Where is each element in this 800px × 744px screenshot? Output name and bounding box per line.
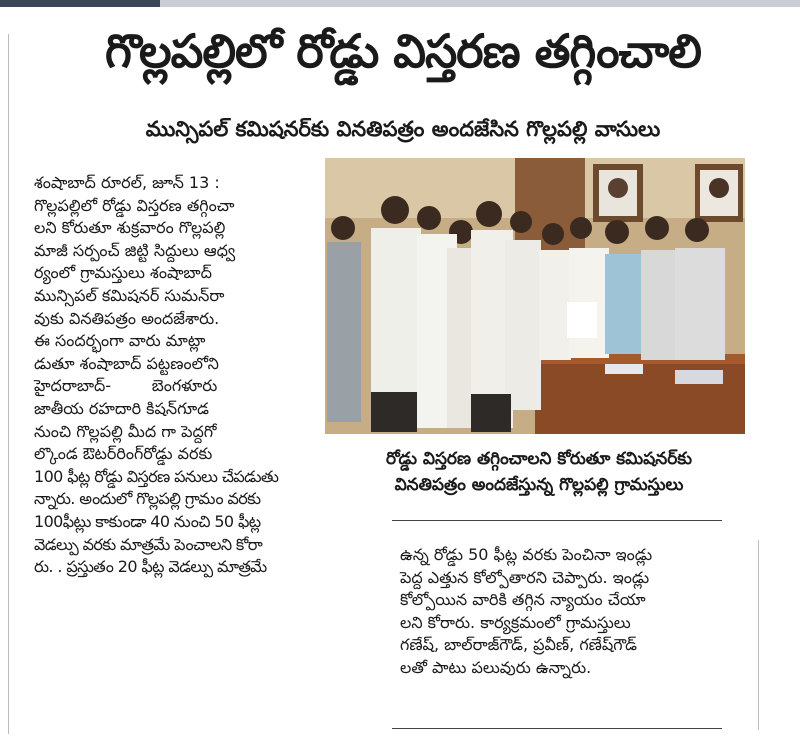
- body-line: రు. . ప్రస్తుతం 20 ఫీట్ల వెడల్పు మాత్రమే: [34, 557, 267, 577]
- body-line: 100 ఫీట్ల రోడ్డు విస్తరణ పనులు చేపడుతు: [34, 466, 279, 486]
- photo-caption: [330, 446, 748, 498]
- body-line: వెడల్పు వరకు మాత్రమే పెంచాలని కోరా: [34, 534, 263, 554]
- body-line: లని కోరారు. కార్యక్రమంలో గ్రామస్తులు: [400, 612, 631, 632]
- body-line: ఉన్న రోడ్డు 50 ఫీట్ల వరకు పెంచినా ఇండ్లు: [400, 545, 653, 564]
- body-line: గొల్లపల్లిలో రోడ్డు విస్తరణ తగ్గించా: [34, 195, 235, 215]
- body-column-right: [400, 544, 750, 680]
- body-line: లని కోరుతూ శుక్రవారం గొల్లపల్లి: [34, 218, 226, 238]
- top-bar-accent: [0, 0, 160, 7]
- body-line: మాజీ సర్పంచ్ జిట్టి సిద్దులు ఆధ్వ: [34, 240, 236, 260]
- body-line: నుంచి గొల్లపల్లి మీద గా పెద్దగో: [34, 421, 217, 441]
- body-line: పెద్ద ఎత్తున కోల్పోతారని చెప్పారు. ఇండ్లు: [400, 567, 650, 587]
- body-line: న్నారు. అందులో గొల్లపల్లి గ్రామం వరకు: [34, 489, 261, 509]
- subheadline: మున్సిపల్ కమిషనర్‌కు వినతిపత్రం అందజేసిన గొల్లపల్లి వాసులు: [145, 117, 661, 141]
- body-line: 100ఫీట్లు కాకుండా 40 నుంచి 50 ఫీట్ల: [34, 511, 261, 531]
- column-divider-right: [758, 540, 759, 730]
- body-line: ర్యంలో గ్రామస్తులు శంషాబాద్: [34, 263, 212, 283]
- top-bar: [160, 0, 800, 7]
- caption-divider: [392, 520, 722, 521]
- body-line: ఈ సందర్భంగా వారు మాట్లా: [34, 331, 206, 351]
- body-line: లతో పాటు పలువురు ఉన్నారు.: [400, 657, 592, 677]
- body-line: ల్కొండ ఔటర్‌రింగ్‌రోడ్డు వరకు: [34, 444, 213, 464]
- column-divider-left: [8, 34, 9, 734]
- body-column-left: [34, 172, 320, 579]
- news-photo-illustration: [325, 158, 745, 434]
- body-line: జాతీయ రహదారి కిషన్‌గూడ: [34, 398, 209, 418]
- news-photo: [325, 158, 745, 434]
- body-line: హైదరాబాద్- బెంగళూరు: [34, 376, 218, 396]
- body-line: వుకు వినతిపత్రం అందజేశారు.: [34, 308, 220, 328]
- headline: గొల్లపల్లిలో రోడ్డు విస్తరణ తగ్గించాలి: [105, 24, 701, 78]
- photo-caption-line: రోడ్డు విస్తరణ తగ్గించాలని కోరుతూ కమిషనర్‌కు: [385, 449, 693, 469]
- body-line: డుతూ శంషాబాద్ పట్టణంలోని: [34, 353, 219, 373]
- body-line: కోల్పోయిన వారికి తగ్గిన న్యాయం చేయా: [400, 590, 646, 610]
- article-end-divider: [392, 728, 722, 729]
- body-line: గణేష్, బాల్‌రాజ్‌గౌడ్, ప్రవీణ్, గణేష్‌గౌడ్: [400, 635, 637, 655]
- photo-caption-line: వినతిపత్రం అందజేస్తున్న గొల్లపల్లి గ్రామస్తులు: [394, 475, 684, 495]
- body-line: మున్సిపల్ కమిషనర్ సుమన్‌రా: [34, 285, 225, 305]
- body-line: శంషాబాద్ రూరల్, జూన్ 13 :: [34, 173, 220, 192]
